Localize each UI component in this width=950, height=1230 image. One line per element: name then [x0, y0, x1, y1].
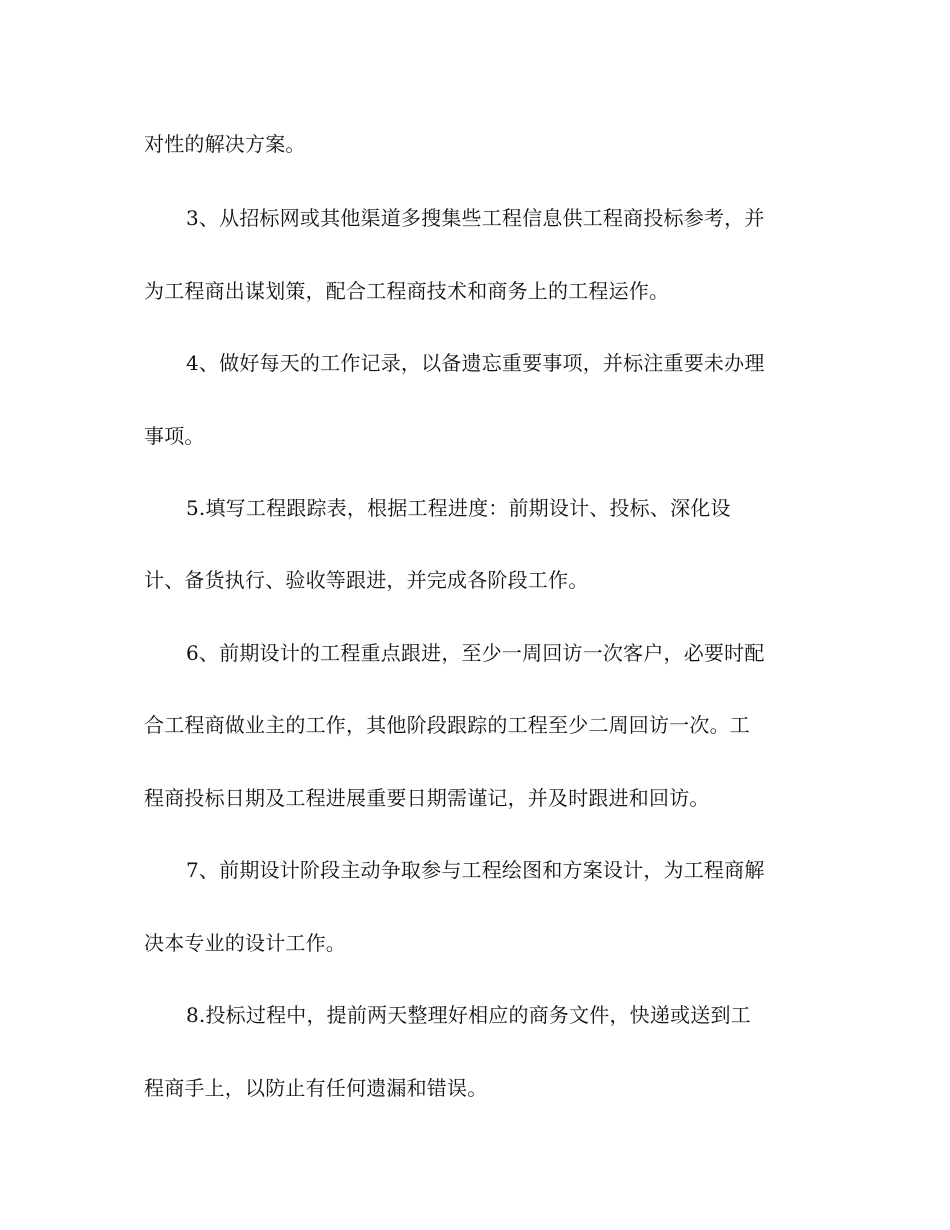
paragraph-line: 计、备货执行、验收等跟进，并完成各阶段工作。 — [144, 568, 589, 592]
paragraph-line: 合工程商做业主的工作，其他阶段跟踪的工程至少二周回访一次。工 — [144, 713, 750, 737]
paragraph-line: 为工程商出谋划策，配合工程商技术和商务上的工程运作。 — [144, 279, 670, 303]
paragraph-line: 4、做好每天的工作记录，以备遗忘重要事项，并标注重要未办理 — [186, 351, 765, 375]
paragraph-line: 决本专业的设计工作。 — [144, 931, 346, 955]
paragraph-line: 程商手上，以防止有任何遗漏和错误。 — [144, 1076, 488, 1100]
paragraph-line: 程商投标日期及工程进展重要日期需谨记，并及时跟进和回访。 — [144, 786, 710, 810]
paragraph-line: 8.投标过程中，提前两天整理好相应的商务文件，快递或送到工 — [186, 1003, 751, 1027]
paragraph-line: 6、前期设计的工程重点跟进，至少一周回访一次客户，必要时配 — [186, 641, 765, 665]
paragraph-line: 对性的解决方案。 — [144, 132, 306, 156]
paragraph-line: 事项。 — [144, 424, 205, 448]
paragraph-line: 5.填写工程跟踪表，根据工程进度：前期设计、投标、深化设 — [186, 496, 731, 520]
paragraph-line: 7、前期设计阶段主动争取参与工程绘图和方案设计，为工程商解 — [186, 858, 765, 882]
paragraph-line: 3、从招标网或其他渠道多搜集些工程信息供工程商投标参考，并 — [186, 206, 765, 230]
